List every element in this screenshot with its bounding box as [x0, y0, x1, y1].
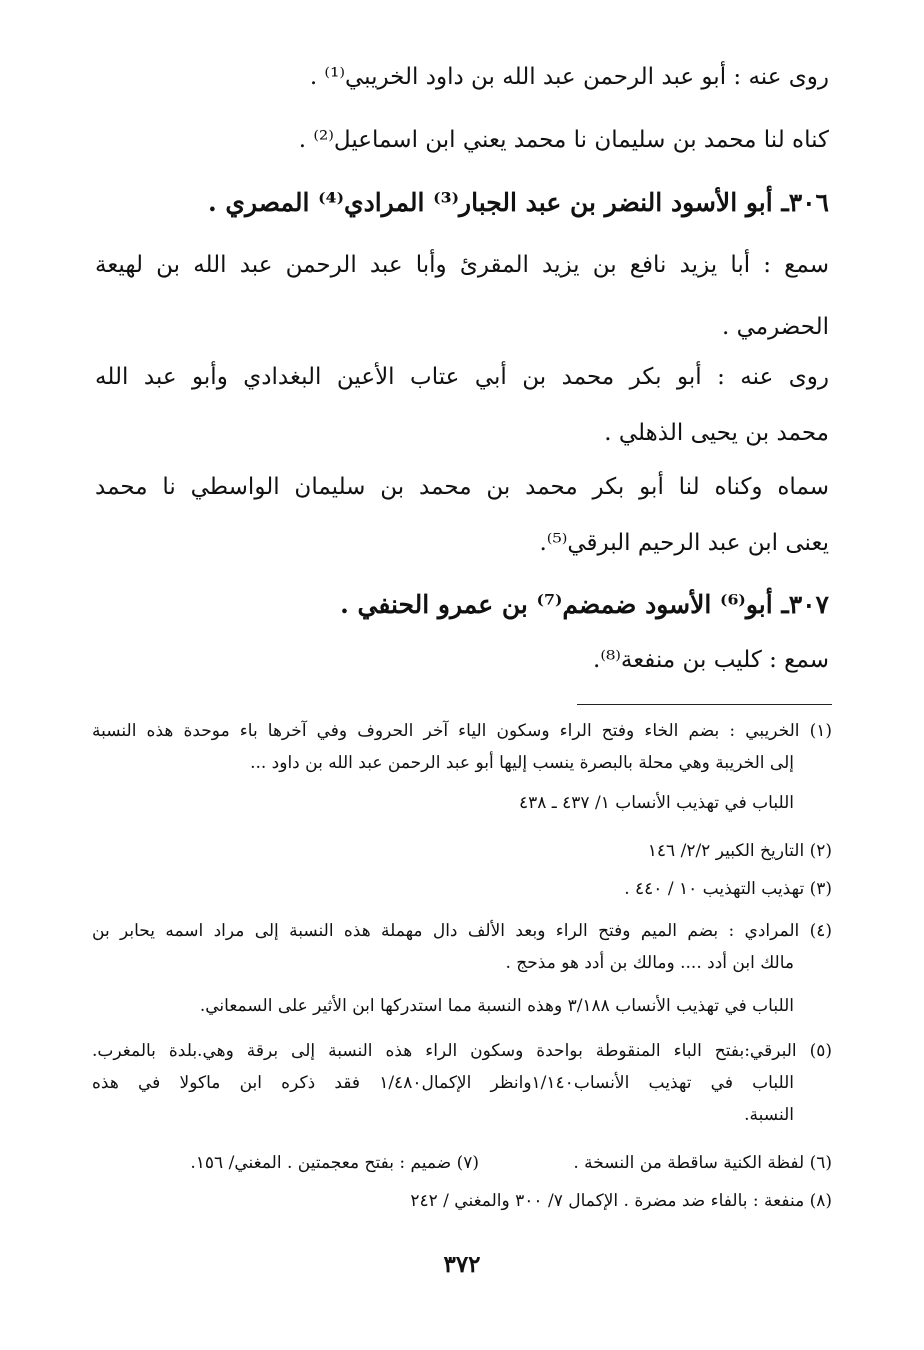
entry-heading-306: ٣٠٦ـ أبو الأسود النضر بن عبد الجبار⁽³⁾ المرادي⁽⁴⁾ المصري .: [208, 188, 829, 217]
footnote-1-line-c: اللباب في تهذيب الأنساب ١/ ٤٣٧ ـ ٤٣٨: [518, 793, 794, 813]
footnote-4-line-c: اللباب في تهذيب الأنساب ٣/١٨٨ وهذه النسبة مما استدركها ابن الأثير على السمعاني.: [199, 996, 794, 1016]
footnote-5-line-a: (٥) البرقي:بفتح الباء المنقوطة بواحدة وسكون الراء هذه النسبة إلى برقة وهي.بلدة بالمغرب.: [92, 1041, 832, 1061]
naming-line-306b: يعنى ابن عبد الرحيم البرقي⁽⁵⁾.: [539, 530, 829, 556]
sami-line-306b: الحضرمي .: [722, 314, 829, 340]
page-number: ٣٧٢: [443, 1251, 481, 1278]
footnote-6: (٦) لفظة الكنية ساقطة من النسخة .: [573, 1153, 832, 1173]
footnote-4-line-b: مالك ابن أدد .... ومالك بن أدد هو مذحج .: [505, 953, 794, 973]
footnote-5-line-c: النسبة.: [744, 1105, 794, 1125]
footnote-3: (٣) تهذيب التهذيب ١٠ / ٤٤٠ .: [624, 879, 832, 899]
narrator-line-306b: محمد بن يحيى الذهلي .: [604, 420, 829, 446]
footnote-2: (٢) التاريخ الكبير ٢/٢/ ١٤٦: [647, 841, 832, 861]
sami-line-307: سمع : كليب بن منفعة⁽⁸⁾.: [593, 647, 829, 673]
footnote-4-line-a: (٤) المرادي : بضم الميم وفتح الراء وبعد الألف دال مهملة هذه النسبة إلى مراد اسمه يحابر بن: [92, 921, 832, 941]
narrator-line-306a: روى عنه : أبو بكر محمد بن أبي عتاب الأعين البغدادي وأبو عبد الله: [95, 364, 829, 390]
footnote-8: (٨) منفعة : بالفاء ضد مضرة . الإكمال ٧/ ٣٠٠ والمغني / ٢٤٢: [410, 1191, 832, 1211]
footnote-5-line-b: اللباب في تهذيب الأنساب١/١٤٠وانظر الإكمال١/٤٨٠ فقد ذكره ابن ماكولا في هذه: [92, 1073, 794, 1093]
footnote-1-line-b: إلى الخريبة وهي محلة بالبصرة ينسب إليها أبو عبد الرحمن عبد الله بن داود ...: [250, 753, 794, 773]
kunya-line-1: كناه لنا محمد بن سليمان نا محمد يعني ابن اسماعيل⁽²⁾ .: [298, 127, 829, 153]
entry-heading-307: ٣٠٧ـ أبو⁽⁶⁾ الأسود ضمضم⁽⁷⁾ بن عمرو الحنفي .: [340, 590, 829, 619]
naming-line-306a: سماه وكناه لنا أبو بكر محمد بن محمد بن سليمان الواسطي نا محمد: [95, 474, 829, 500]
footnote-1-line-a: (١) الخريبي : بضم الخاء وفتح الراء وسكون الياء آخر الحروف وفي آخرها باء موحدة هذه النسبة: [92, 721, 832, 741]
footnote-7: (٧) ضميم : بفتح معجمتين . المغني/ ١٥٦.: [190, 1153, 479, 1173]
sami-line-306a: سمع : أبا يزيد نافع بن يزيد المقرئ وأبا عبد الرحمن عبد الله بن لهيعة: [95, 252, 829, 278]
narrator-line-1: روى عنه : أبو عبد الرحمن عبد الله بن داود الخريبي⁽¹⁾ .: [309, 64, 829, 90]
footnote-separator: [577, 704, 832, 705]
